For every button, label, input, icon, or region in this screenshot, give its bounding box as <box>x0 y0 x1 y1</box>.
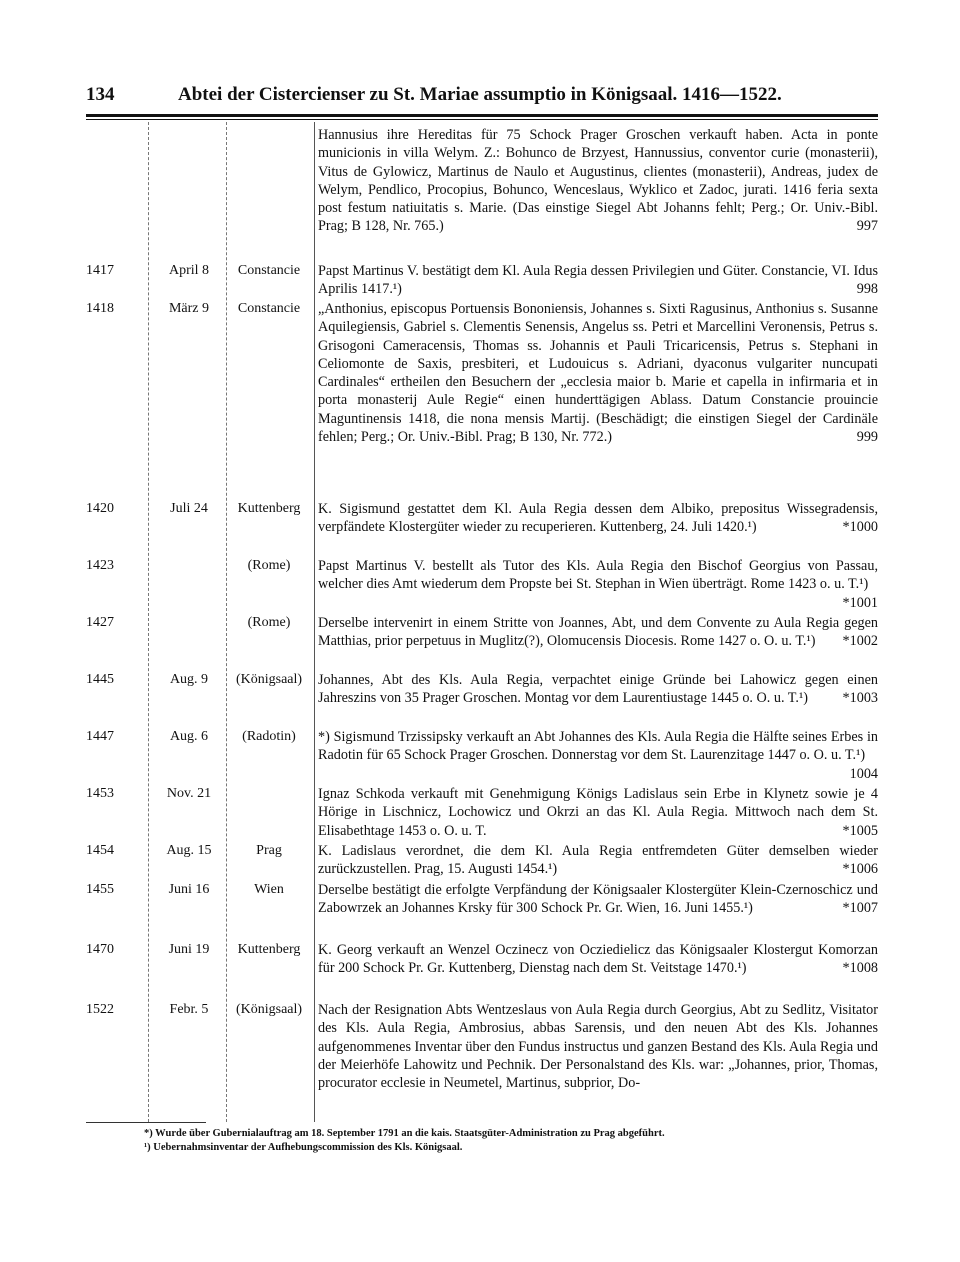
entry-text-block <box>318 500 878 537</box>
entry-date: Aug. 6 <box>169 729 209 744</box>
entry-text-block <box>318 262 878 299</box>
entry-place: Kuttenberg <box>237 501 301 516</box>
entry-place: (Rome) <box>247 615 291 630</box>
entry-text-block <box>318 557 878 612</box>
entry-year: 1420 <box>86 501 114 516</box>
entry-year: 1470 <box>86 942 114 957</box>
entry-text: „Anthonius, episcopus Portuensis Bononiensis, Johannes s. Sixti Ragusinus, Anthonius s. Susanne Aquilegiensis, Gabriel s. Clementis Senensis, Angelus ss. Petri et Marcellini Veronensis, Petrus s. Grisogoni Cameracensis, Thomas ss. Johannis et Pauli Tricaricensis, Petrus s. Stephani in Celiomonte de Saxis, presbiteri, et Ludouicus s. Adriani, dyaconus vulgariter nuncupati Cardinales“ ertheilen den Besuchern der „ecclesia maior b. Marie et capella in infirmaria et in porta monasterij Aule Regie“ einen hunderttägigen Ablass. Datum Constancie prouincie Maguntinensis 1418, die nona mensis Martij. (Beschädigt; die einstigen Siegel der Cardinäle fehlen; Perg.; Or. Univ.-Bibl. Prag; B 130, Nr. 772.) <box>318 301 878 446</box>
entry-text: K. Georg verkauft an Wenzel Oczinecz von Ocziedielicz das Königsaaler Klostergut Komorzan für 200 Schock Pr. Gr. Kuttenberg, Dienstag nach dem St. Veitstage 1470.¹) <box>318 942 878 977</box>
entry-text-block <box>318 614 878 651</box>
entry-date: Aug. 9 <box>169 672 209 687</box>
entry-number: 999 <box>856 429 878 446</box>
entry-year: 1423 <box>86 558 114 573</box>
entry-date: Aug. 15 <box>166 843 212 858</box>
entry-year: 1455 <box>86 882 114 897</box>
entry-text-block <box>318 1001 878 1092</box>
entry-number: *1002 <box>842 633 878 650</box>
entry-number: *1000 <box>842 519 878 536</box>
entry-number: *1008 <box>842 960 878 977</box>
entry-year: 1418 <box>86 301 114 316</box>
entry-text: Papst Martinus V. bestellt als Tutor des Kls. Aula Regia den Bischof Georgius von Passau, welcher dies Amt wiederum dem Propste bei St. Stephan in Wien überträgt. Rome 1423 o. u. T.¹) <box>318 558 878 593</box>
header-rule-thin <box>86 119 878 120</box>
entry-text-block <box>318 941 878 978</box>
entry-text: Hannusius ihre Hereditas für 75 Schock Prager Groschen verkauft haben. Acta in ponte municionis in villa Welym. Z.: Bohunco de Brzyest, Hannussius, conventor curie (monasterii), Vitus de Gylowicz, Martinus de Naulo et Augustinus, clientes (monasterii), Andreas, judex de Welym, Pendlico, Procopius, Bohunco, Wenceslaus, Wyklico et Zadoc, jurati. 1416 feria sexta post festum natiuitatis s. Marie. (Das einstige Siegel Abt Johanns fehlt; Perg.; Or. Univ.-Bibl. Prag; B 128, Nr. 765.) <box>318 127 878 235</box>
entry-date: April 8 <box>168 263 210 278</box>
entry-number: 998 <box>856 281 878 298</box>
entry-year: 1445 <box>86 672 114 687</box>
entry-text-block <box>318 842 878 879</box>
entry-place: (Radotin) <box>242 729 296 744</box>
entry-text-block <box>318 881 878 918</box>
column-divider-place <box>314 122 315 1122</box>
entry-text: Derselbe bestätigt die erfolgte Verpfändung der Königsaaler Klostergüter Klein-Czernoschicz und Zabowrzek an Johannes Krsky für 300 Schock Pr. Gr. Wien, 16. Juni 1455.¹) <box>318 882 878 917</box>
footnote-rule <box>86 1122 206 1123</box>
entry-year: 1417 <box>86 263 114 278</box>
entry-year: 1522 <box>86 1002 114 1017</box>
entry-number: *1001 <box>842 594 878 611</box>
entry-date: Juni 19 <box>168 942 210 957</box>
entry-number: 997 <box>856 218 878 235</box>
entry-text: Ignaz Schkoda verkauft mit Genehmigung Königs Ladislaus sein Erbe in Klynetz sowie je 4 Hörige in Lischnicz, Lochowicz und Okrzi an das Kl. Aula Regia. Mittwoch nach dem St. Elisabethtage 1453 o. O. u. T. <box>318 786 878 839</box>
entry-number: *1006 <box>842 861 878 878</box>
entry-text-block <box>318 671 878 708</box>
page-number: 134 <box>86 84 115 105</box>
running-title: Abtei der Cistercienser zu St. Mariae assumptio in Königsaal. 1416—1522. <box>178 84 782 105</box>
footnotes <box>144 1127 884 1155</box>
entry-year: 1453 <box>86 786 114 801</box>
entry-year: 1447 <box>86 729 114 744</box>
entry-date: Nov. 21 <box>166 786 212 801</box>
entry-number: *1007 <box>842 900 878 917</box>
entry-place: Constancie <box>237 263 301 278</box>
entry-text: Papst Martinus V. bestätigt dem Kl. Aula Regia dessen Privilegien und Güter. Constancie, VI. Idus Aprilis 1417.¹) <box>318 263 878 298</box>
entry-place: (Rome) <box>247 558 291 573</box>
entry-place: Wien <box>254 882 284 897</box>
header-rule-thick <box>86 114 878 117</box>
entry-text: *) Sigismund Trzissipsky verkauft an Abt Johannes des Kls. Aula Regia die Hälfte seines Erbes in Radotin für 65 Schock Prager Groschen. Donnerstag vor dem St. Laurenzitage 1447 o. O. u. T.¹) <box>318 729 878 764</box>
footnote-star: *) Wurde über Gubernialauftrag am 18. September 1791 an die kais. Staatsgüter-Administration zu Prag abgeführt. <box>144 1128 665 1139</box>
entry-year: 1454 <box>86 843 114 858</box>
entry-text-block <box>318 126 878 236</box>
column-divider-year <box>148 122 149 1122</box>
entry-text: K. Sigismund gestattet dem Kl. Aula Regia dessen dem Albiko, prepositus Wissegradensis, verpfändete Klostergüter wieder zu recuperieren. Kuttenberg, 24. Juli 1420.¹) <box>318 501 878 536</box>
entry-number: 1004 <box>849 765 878 782</box>
entry-date: Juli 24 <box>170 501 208 516</box>
entry-text-block <box>318 785 878 840</box>
entry-text: Nach der Resignation Abts Wentzeslaus von Aula Regia durch Georgius, Abt zu Sedlitz, Visitator des Kls. Aula Regia, Ambrosius, abbas Sarensis, und den neuen Abt des Kls. Johannes aufgenommenes Inventar über den Fundus instructus und ganzen Bestand des Kls. Aula Regia und der Meierhöfe Lahowitz und Pechnik. Der Personalstand des Kls. war: „Johannes, prior, Thomas, procurator ecclesie in Neumetel, Martinus, subprior, Do- <box>318 1002 878 1092</box>
entry-date: Juni 16 <box>168 882 210 897</box>
entry-year: 1427 <box>86 615 114 630</box>
entry-text-block <box>318 300 878 446</box>
entry-place: (Königsaal) <box>235 672 303 687</box>
entry-number: *1005 <box>842 822 878 839</box>
page-header <box>86 84 878 110</box>
entry-text: Johannes, Abt des Kls. Aula Regia, verpachtet einige Gründe bei Lahowicz gegen einen Jahreszins von 35 Prager Groschen. Montag vor dem Laurentiustage 1445 o. O. u. T.¹) <box>318 672 878 707</box>
entry-place: (Königsaal) <box>235 1002 303 1017</box>
footnote-1: ¹) Uebernahmsinventar der Aufhebungscommission des Kls. Königsaal. <box>144 1142 463 1153</box>
entry-place: Kuttenberg <box>237 942 301 957</box>
entry-number: *1003 <box>842 690 878 707</box>
entry-text-block <box>318 728 878 783</box>
entry-date: Febr. 5 <box>169 1002 209 1017</box>
entry-place: Prag <box>256 843 282 858</box>
entry-place: Constancie <box>237 301 301 316</box>
entry-date: März 9 <box>168 301 210 316</box>
entry-text: K. Ladislaus verordnet, die dem Kl. Aula Regia entfremdeten Güter demselben wieder zurückzustellen. Prag, 15. Augusti 1454.¹) <box>318 843 878 878</box>
entry-text: Derselbe intervenirt in einem Stritte von Joannes, Abt, und dem Convente zu Aula Regia gegen Matthias, prior perpetuus in Muglitz(?), Olomucensis Diocesis. Rome 1427 o. O. u. T.¹) <box>318 615 878 650</box>
